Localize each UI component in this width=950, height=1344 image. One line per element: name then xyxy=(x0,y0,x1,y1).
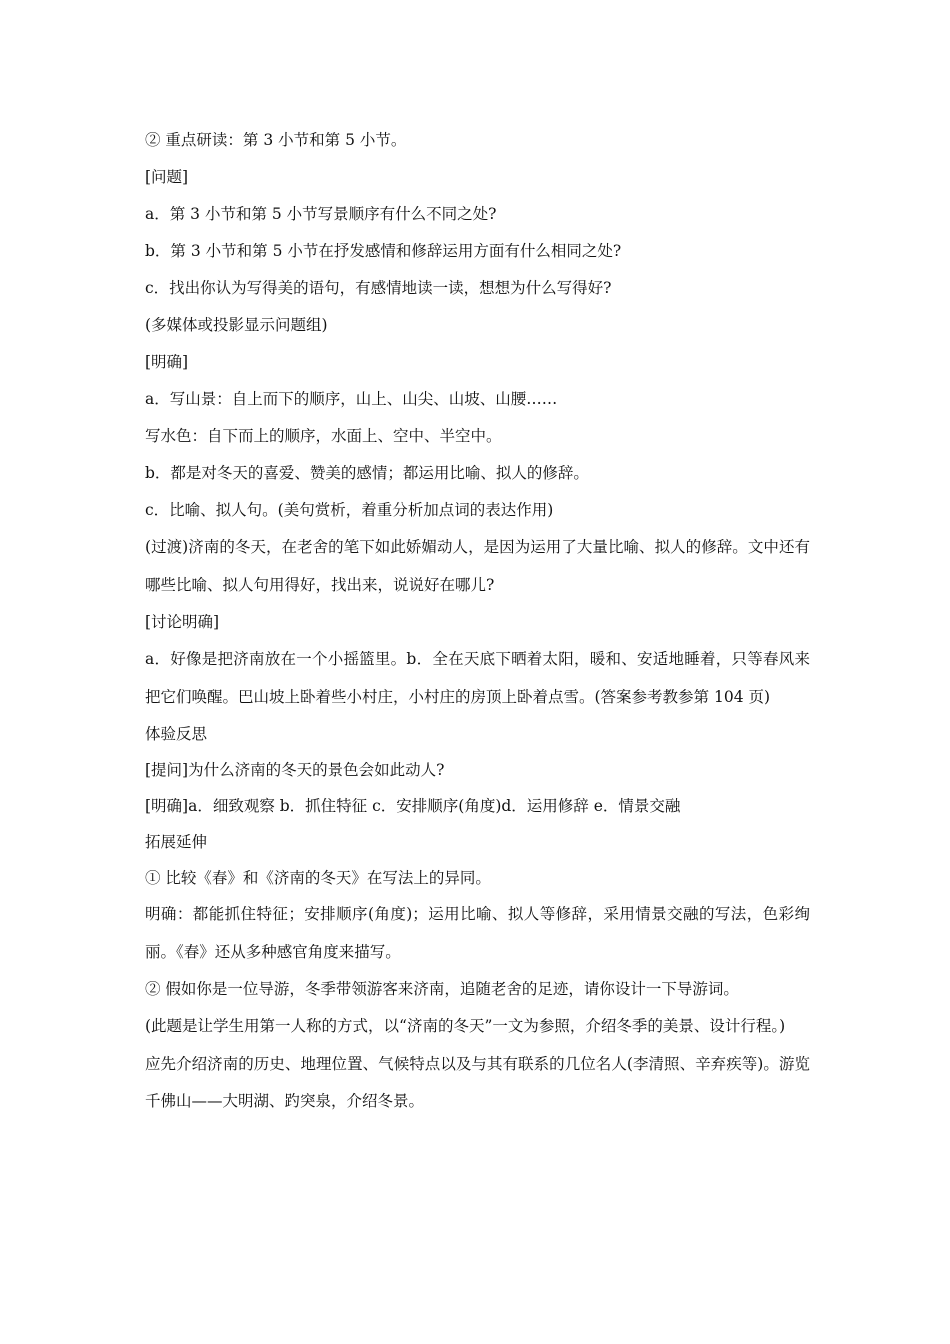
document-body xyxy=(145,122,810,1121)
section-heading-reflection: 体验反思 xyxy=(145,725,208,743)
answer-b: b．都是对冬天的喜爱、赞美的感情；都运用比喻、拟人的修辞。 xyxy=(145,464,589,482)
question-b: b．第 3 小节和第 5 小节在抒发感情和修辞运用方面有什么相同之处? xyxy=(145,242,622,260)
extension-task-1-answer: 明确：都能抓住特征；安排顺序(角度)；运用比喻、拟人等修辞，采用情景交融的写法，色彩绚丽。《春》还从多种感官角度来描写。 xyxy=(145,905,810,961)
reflection-question: [提问]为什么济南的冬天的景色会如此动人? xyxy=(145,761,445,779)
answer-a-mountain: a．写山景：自上而下的顺序，山上、山尖、山坡、山腰…… xyxy=(145,390,558,408)
answer-c: c．比喻、拟人句。(美句赏析，着重分析加点词的表达作用) xyxy=(145,501,554,519)
extension-task-2-note: (此题是让学生用第一人称的方式，以“济南的冬天”一文为参照，介绍冬季的美景、设计行程。) xyxy=(145,1017,786,1035)
label-discussion-clarify: [讨论明确] xyxy=(145,613,220,631)
extension-task-2-answer: 应先介绍济南的历史、地理位置、气候特点以及与其有联系的几位名人(李清照、辛弃疾等)。游览千佛山——大明湖、趵突泉，介绍冬景。 xyxy=(145,1054,810,1110)
transition-paragraph: (过渡)济南的冬天，在老舍的笔下如此娇媚动人，是因为运用了大量比喻、拟人的修辞。文中还有哪些比喻、拟人句用得好，找出来，说说好在哪儿? xyxy=(145,538,810,594)
section-heading-focus-reading: ② 重点研读：第 3 小节和第 5 小节。 xyxy=(145,131,407,149)
discussion-answer: a．好像是把济南放在一个小摇篮里。b．全在天底下晒着太阳，暖和、安适地睡着，只等春风来把它们唤醒。巴山坡上卧着些小村庄，小村庄的房顶上卧着点雪。(答案参考教参第 104 页) xyxy=(145,650,810,706)
extension-task-1: ① 比较《春》和《济南的冬天》在写法上的异同。 xyxy=(145,869,491,887)
multimedia-note: (多媒体或投影显示问题组) xyxy=(145,316,328,334)
label-clarify: [明确] xyxy=(145,353,189,371)
extension-task-2: ② 假如你是一位导游，冬季带领游客来济南，追随老舍的足迹，请你设计一下导游词。 xyxy=(145,980,739,998)
question-c: c．找出你认为写得美的语句，有感情地读一读，想想为什么写得好? xyxy=(145,279,612,297)
label-question: [问题] xyxy=(145,168,189,186)
section-heading-extension: 拓展延伸 xyxy=(145,833,208,851)
question-a: a．第 3 小节和第 5 小节写景顺序有什么不同之处? xyxy=(145,205,497,223)
reflection-answer: [明确]a．细致观察 b．抓住特征 c．安排顺序(角度)d．运用修辞 e．情景交融 xyxy=(145,797,681,815)
answer-a-water: 写水色：自下而上的顺序，水面上、空中、半空中。 xyxy=(145,427,502,445)
